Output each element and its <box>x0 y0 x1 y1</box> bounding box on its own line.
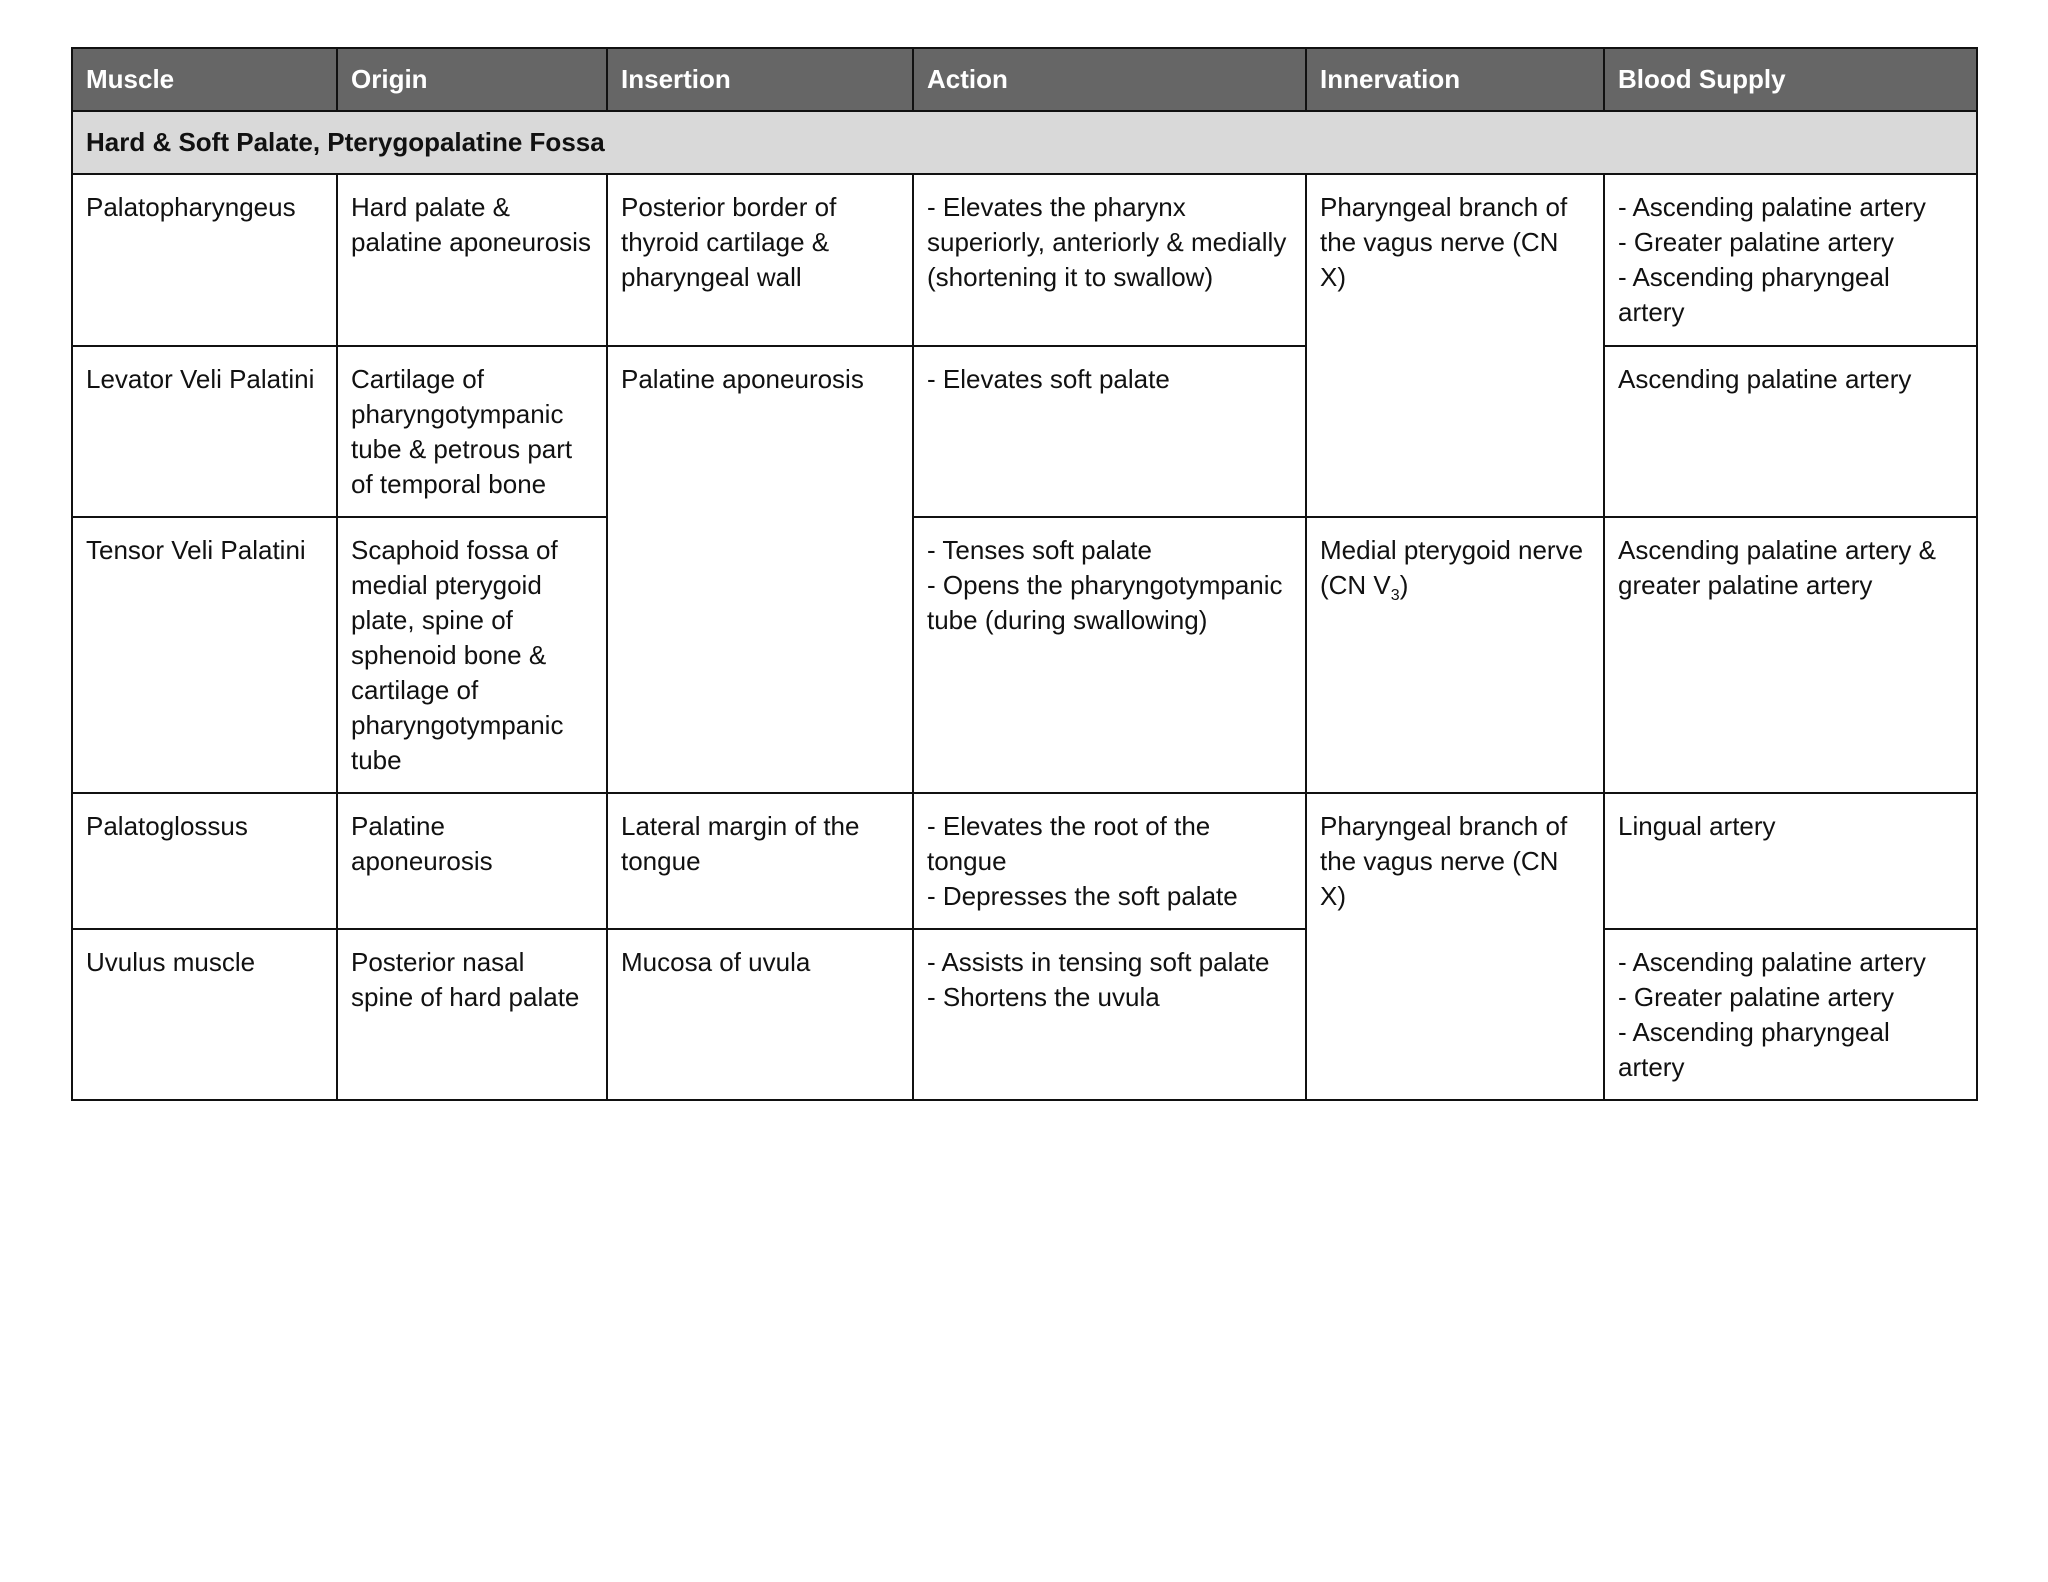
muscle-cell: Palatoglossus <box>72 793 337 929</box>
action-cell: - Elevates soft palate <box>913 346 1306 517</box>
insertion-cell: Palatine aponeurosis <box>607 346 913 793</box>
action-cell: - Elevates the root of the tongue - Depresses the soft palate <box>913 793 1306 929</box>
blood-supply-cell: - Ascending palatine artery - Greater palatine artery - Ascending pharyngeal artery <box>1604 174 1977 346</box>
muscle-cell: Levator Veli Palatini <box>72 346 337 517</box>
innervation-text-end: ) <box>1399 570 1409 600</box>
section-row <box>72 111 1977 174</box>
table-row <box>72 793 1977 929</box>
origin-cell: Palatine aponeurosis <box>337 793 607 929</box>
section-title: Hard & Soft Palate, Pterygopalatine Fossa <box>72 111 1977 174</box>
muscle-cell: Tensor Veli Palatini <box>72 517 337 793</box>
anatomy-table <box>71 47 1978 1101</box>
action-cell: - Tenses soft palate - Opens the pharyngotympanic tube (during swallowing) <box>913 517 1306 793</box>
origin-cell: Scaphoid fossa of medial pterygoid plate, spine of sphenoid bone & cartilage of pharyngotympanic tube <box>337 517 607 793</box>
origin-cell: Cartilage of pharyngotympanic tube & petrous part of temporal bone <box>337 346 607 517</box>
innervation-text: Medial pterygoid nerve (CN V <box>1320 535 1584 600</box>
table-row <box>72 929 1977 1100</box>
table-row <box>72 517 1977 793</box>
column-header-muscle: Muscle <box>72 48 337 111</box>
blood-supply-cell: Ascending palatine artery <box>1604 346 1977 517</box>
origin-cell: Posterior nasal spine of hard palate <box>337 929 607 1100</box>
muscle-cell: Palatopharyngeus <box>72 174 337 346</box>
innervation-cell <box>1306 517 1604 793</box>
table-row <box>72 346 1977 517</box>
column-header-action: Action <box>913 48 1306 111</box>
action-cell: - Assists in tensing soft palate - Shortens the uvula <box>913 929 1306 1100</box>
blood-supply-cell: - Ascending palatine artery - Greater palatine artery - Ascending pharyngeal artery <box>1604 929 1977 1100</box>
table-row <box>72 174 1977 346</box>
insertion-cell: Lateral margin of the tongue <box>607 793 913 929</box>
blood-supply-cell: Ascending palatine artery & greater palatine artery <box>1604 517 1977 793</box>
column-header-origin: Origin <box>337 48 607 111</box>
blood-supply-cell: Lingual artery <box>1604 793 1977 929</box>
origin-cell: Hard palate & palatine aponeurosis <box>337 174 607 346</box>
innervation-cell: Pharyngeal branch of the vagus nerve (CN X) <box>1306 174 1604 517</box>
innervation-cell: Pharyngeal branch of the vagus nerve (CN X) <box>1306 793 1604 1100</box>
action-cell: - Elevates the pharynx superiorly, anteriorly & medially (shortening it to swallow) <box>913 174 1306 346</box>
insertion-cell: Mucosa of uvula <box>607 929 913 1100</box>
muscle-cell: Uvulus muscle <box>72 929 337 1100</box>
column-header-innervation: Innervation <box>1306 48 1604 111</box>
insertion-cell: Posterior border of thyroid cartilage & pharyngeal wall <box>607 174 913 346</box>
column-header-blood-supply: Blood Supply <box>1604 48 1977 111</box>
column-header-insertion: Insertion <box>607 48 913 111</box>
innervation-subscript: 3 <box>1390 587 1400 605</box>
header-row <box>72 48 1977 111</box>
